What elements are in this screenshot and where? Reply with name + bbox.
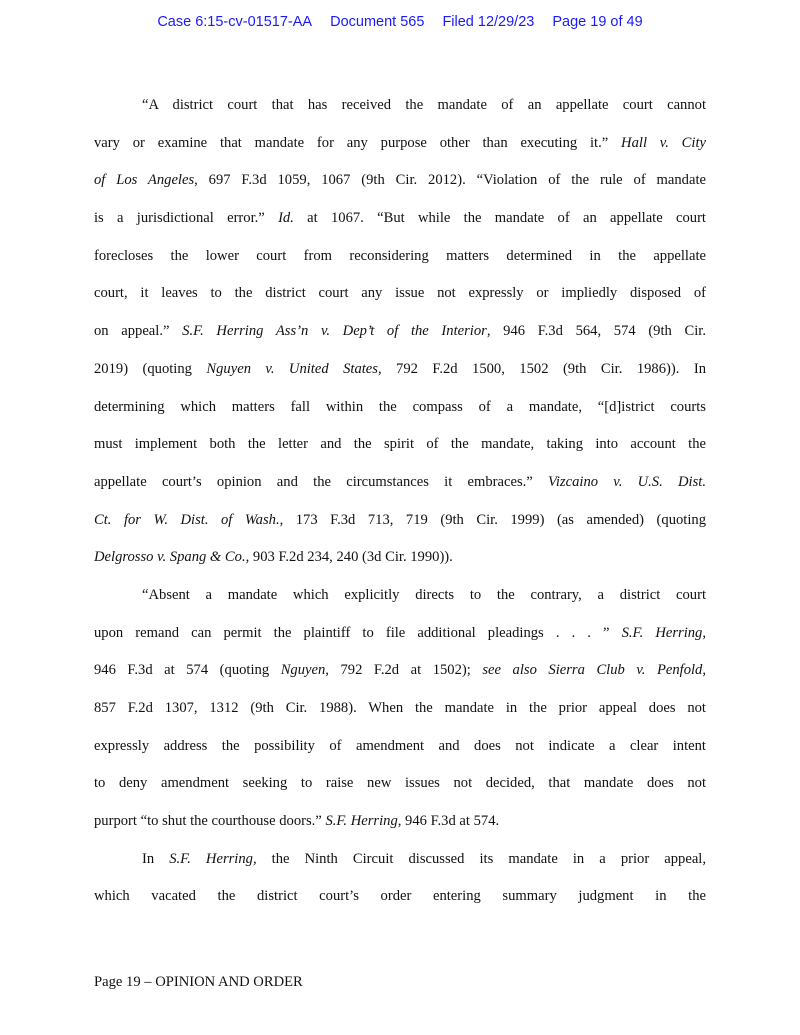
text-line: court, it leaves to the district court any issue not expressly or impliedly disposed of [94,285,706,302]
text-line: 857 F.2d 1307, 1312 (9th Cir. 1988). When the mandate in the prior appeal does not [94,700,706,716]
opinion-body [94,87,706,916]
text-line: must implement both the letter and the spirit of the mandate, taking into account the [94,436,706,453]
text-line: appellate court’s opinion and the circumstances it embraces.” Vizcaino v. U.S. Dist. [94,473,706,490]
text-line: of Los Angeles, 697 F.3d 1059, 1067 (9th Cir. 2012). “Violation of the rule of mandate [94,172,706,189]
document-number: Document 565 [330,14,425,30]
filed-date: Filed 12/29/23 [442,14,535,30]
text-line: “Absent a mandate which explicitly directs to the contrary, a district court [142,586,706,603]
paragraph [94,87,706,577]
text-line: “A district court that has received the mandate of an appellate court cannot [142,97,706,113]
text-line: upon remand can permit the plaintiff to file additional pleadings . . . ” S.F. Herring, [94,624,706,641]
text-line: on appeal.” S.F. Herring Ass’n v. Dep’t of the Interior, 946 F.3d 564, 574 (9th Cir. [94,323,706,340]
text-line: is a jurisdictional error.” Id. at 1067. “But while the mandate of an appellate court [94,210,706,227]
paragraph [94,841,706,916]
page-number: Page 19 of 49 [552,14,643,30]
case-number: Case 6:15-cv-01517-AA [157,14,313,30]
text-line: forecloses the lower court from reconsidering matters determined in the appellate [94,247,706,264]
page-footer: Page 19 – OPINION AND ORDER [94,974,303,990]
paragraph [94,577,706,841]
text-line: Ct. for W. Dist. of Wash., 173 F.3d 713, 719 (9th Cir. 1999) (as amended) (quoting [94,511,706,528]
text-line: 946 F.3d at 574 (quoting Nguyen, 792 F.2d at 1502); see also Sierra Club v. Penfold, [94,662,707,679]
text-line: expressly address the possibility of amendment and does not indicate a clear intent [94,737,706,754]
text-line: which vacated the district court’s order entering summary judgment in the [94,888,706,905]
text-line: to deny amendment seeking to raise new issues not decided, that mandate does not [94,775,706,792]
text-line: 2019) (quoting Nguyen v. United States, 792 F.2d 1500, 1502 (9th Cir. 1986)). In [94,360,706,377]
case-header [0,14,800,30]
text-line: Delgrosso v. Spang & Co., 903 F.2d 234, 240 (3d Cir. 1990)). [94,549,453,566]
text-line: In S.F. Herring, the Ninth Circuit discussed its mandate in a prior appeal, [142,850,706,867]
text-line: vary or examine that mandate for any purpose other than executing it.” Hall v. City [94,134,706,151]
text-line: determining which matters fall within the compass of a mandate, “[d]istrict courts [94,398,706,415]
text-line: purport “to shut the courthouse doors.” S.F. Herring, 946 F.3d at 574. [94,813,500,830]
